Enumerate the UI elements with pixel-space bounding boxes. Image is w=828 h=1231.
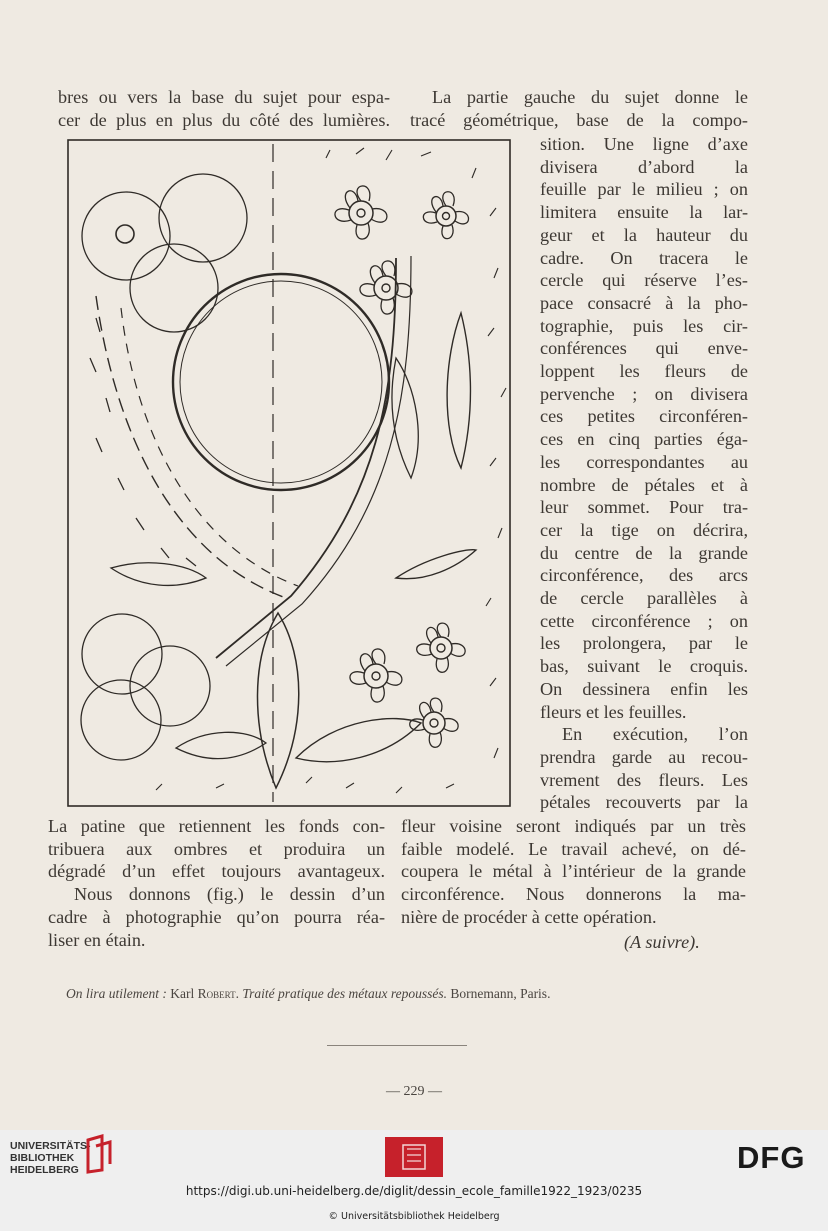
leaf	[111, 563, 206, 586]
figure-border	[68, 140, 510, 806]
text-line: cadre à photographie qu’on pourra réa-	[48, 906, 385, 927]
footnote-author-first: Karl	[170, 986, 195, 1001]
text-line: bas, suivant le croquis.	[540, 656, 748, 677]
leaf	[392, 358, 418, 478]
text-line: En exécution, l’on	[562, 724, 748, 745]
text-line: fleur voisine seront indiqués par un très	[401, 816, 746, 836]
periwinkle-flower	[335, 186, 387, 239]
text-line: sition. Une ligne d’axe	[540, 134, 748, 154]
text-line: ces petites circonféren-	[540, 406, 748, 427]
dfg-logo[interactable]: DFG	[737, 1140, 806, 1175]
text-line: dégradé d’un effet toujours avantageux.	[48, 861, 385, 882]
text-line: nombre de pétales et à	[540, 474, 748, 495]
text-line: conférences qui enve-	[540, 338, 748, 359]
text-line: La patine que retiennent les fonds con-	[48, 816, 385, 836]
leaf	[447, 313, 470, 468]
text-line: cadre. On tracera le	[540, 247, 748, 268]
library-line: BIBLIOTHEK	[10, 1152, 75, 1164]
copyright-notice: © Universitätsbibliothek Heidelberg	[328, 1211, 500, 1222]
leaf	[396, 550, 476, 579]
text-line: pétales recouverts par la	[540, 792, 748, 813]
text-line: bres ou vers la base du sujet pour espa-	[58, 87, 390, 107]
construction-circle	[82, 614, 162, 694]
separator-rule	[327, 1045, 467, 1046]
text-line: cer la tige on décrira,	[540, 519, 748, 540]
construction-circle	[159, 174, 247, 262]
text-line: cette circonférence ; on	[540, 610, 748, 631]
text-line: prendra garde au recou-	[540, 746, 748, 767]
footnote-lead: On lira utilement :	[66, 986, 167, 1001]
text-line: geur et la hauteur du	[540, 224, 748, 245]
text-line: du centre de la grande	[540, 542, 748, 563]
background-hatching	[90, 318, 196, 566]
photo-circle	[173, 274, 389, 490]
text-line: feuille par le milieu ; on	[540, 179, 748, 200]
frame-drawing-figure	[66, 138, 514, 810]
leaf	[257, 613, 298, 788]
text-line: de cercle parallèles à	[540, 588, 748, 609]
text-line: Nous donnons (fig.) le dessin d’un	[74, 884, 385, 905]
column-top-left	[58, 86, 390, 131]
text-line: fleurs et les feuilles.	[540, 701, 687, 722]
text-line: ces en cinq parties éga-	[540, 429, 748, 450]
text-line: pervenche ; on divisera	[540, 383, 748, 404]
text-line: loppent les fleurs de	[540, 361, 748, 382]
text-line: divisera d’abord la	[540, 156, 748, 177]
library-line: UNIVERSITÄTS-	[10, 1140, 91, 1152]
footnote-title: Traité pratique des métaux repoussés.	[242, 986, 447, 1001]
periwinkle-flower	[410, 698, 458, 747]
text-line: vrement des fleurs. Les	[540, 769, 748, 790]
text-line: nière de procéder à cette opération.	[401, 906, 657, 927]
text-line: On dessinera enfin les	[540, 678, 748, 699]
stem-arc	[121, 308, 298, 586]
text-line: tribuera aux ombres et produira un	[48, 838, 385, 859]
permalink-url[interactable]: https://digi.ub.uni-heidelberg.de/diglit/dessin_ecole_famille1922_1923/0235	[185, 1184, 643, 1198]
text-line: limitera ensuite la lar-	[540, 202, 748, 223]
photo-circle-inner	[180, 281, 382, 483]
footnote-publisher: Bornemann, Paris.	[450, 986, 551, 1001]
stem-arc	[96, 296, 286, 598]
epistemes-logo-icon[interactable]	[385, 1137, 443, 1177]
text-line: coupera le métal à l’intérieur de la grande	[401, 861, 746, 882]
text-line: circonférence, des arcs	[540, 565, 748, 586]
column-bottom-left	[48, 815, 385, 951]
text-line: La partie gauche du sujet donne le	[432, 87, 748, 107]
text-line: faible modelé. Le travail achevé, on dé-	[401, 838, 746, 859]
leaf	[176, 732, 266, 758]
periwinkle-flower	[360, 261, 412, 314]
periwinkle-flower	[417, 623, 465, 672]
text-line: leur sommet. Pour tra-	[540, 497, 748, 518]
leaf	[296, 719, 421, 762]
to-be-continued: (A suivre).	[624, 932, 700, 952]
library-line: HEIDELBERG	[10, 1164, 79, 1176]
column-top-right	[410, 86, 748, 131]
construction-circle	[130, 244, 218, 332]
footnote-author-last: Robert.	[197, 986, 239, 1001]
stem	[226, 256, 411, 666]
periwinkle-flower	[350, 649, 402, 702]
epistemes-emblem-icon	[385, 1137, 443, 1177]
text-line: les correspondantes au	[540, 451, 748, 472]
construction-circle	[82, 192, 170, 280]
library-logo-text[interactable]	[10, 1140, 91, 1176]
text-line: tracé géométrique, base de la compo-	[410, 109, 748, 130]
text-line: cercle qui réserve l’es-	[540, 270, 748, 291]
page-number: — 229 —	[386, 1084, 442, 1099]
text-line: les prolongera, par le	[540, 633, 748, 654]
text-line: cer de plus en plus du côté des lumières.	[58, 109, 390, 130]
text-line: pace consacré à la pho-	[540, 292, 748, 313]
periwinkle-flower	[423, 192, 468, 239]
column-bottom-right	[401, 815, 746, 929]
text-line: tographie, puis les cir-	[540, 315, 748, 336]
text-line: circonférence. Nous donnerons la ma-	[401, 884, 746, 905]
footnote	[66, 986, 550, 1002]
text-line: liser en étain.	[48, 929, 146, 950]
library-logo-icon[interactable]	[84, 1134, 116, 1174]
construction-circle	[116, 225, 134, 243]
column-narrow	[540, 133, 748, 814]
